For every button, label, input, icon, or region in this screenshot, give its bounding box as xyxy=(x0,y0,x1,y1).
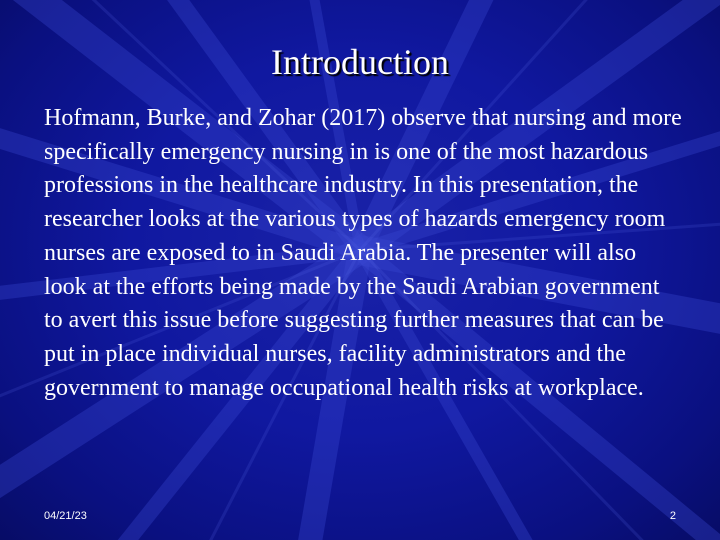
slide-title: Introduction xyxy=(271,42,449,82)
footer-date: 04/21/23 xyxy=(44,510,87,522)
page-number: 2 xyxy=(669,510,676,522)
slide-body-text: Hofmann, Burke, and Zohar (2017) observe that nursing and more specifically emergency nursing in is one of the most hazardous professions in the healthcare industry. In this presentation, the researcher looks at the various types of hazards emergency room nurses are exposed to in Saudi Arabia. The presenter will also look at the efforts being made by the Saudi Arabian government to avert this issue before suggesting further measures that can be put in place individual nurses, facility administrators and the government to manage occupational health risks at workplace. xyxy=(44,105,682,401)
